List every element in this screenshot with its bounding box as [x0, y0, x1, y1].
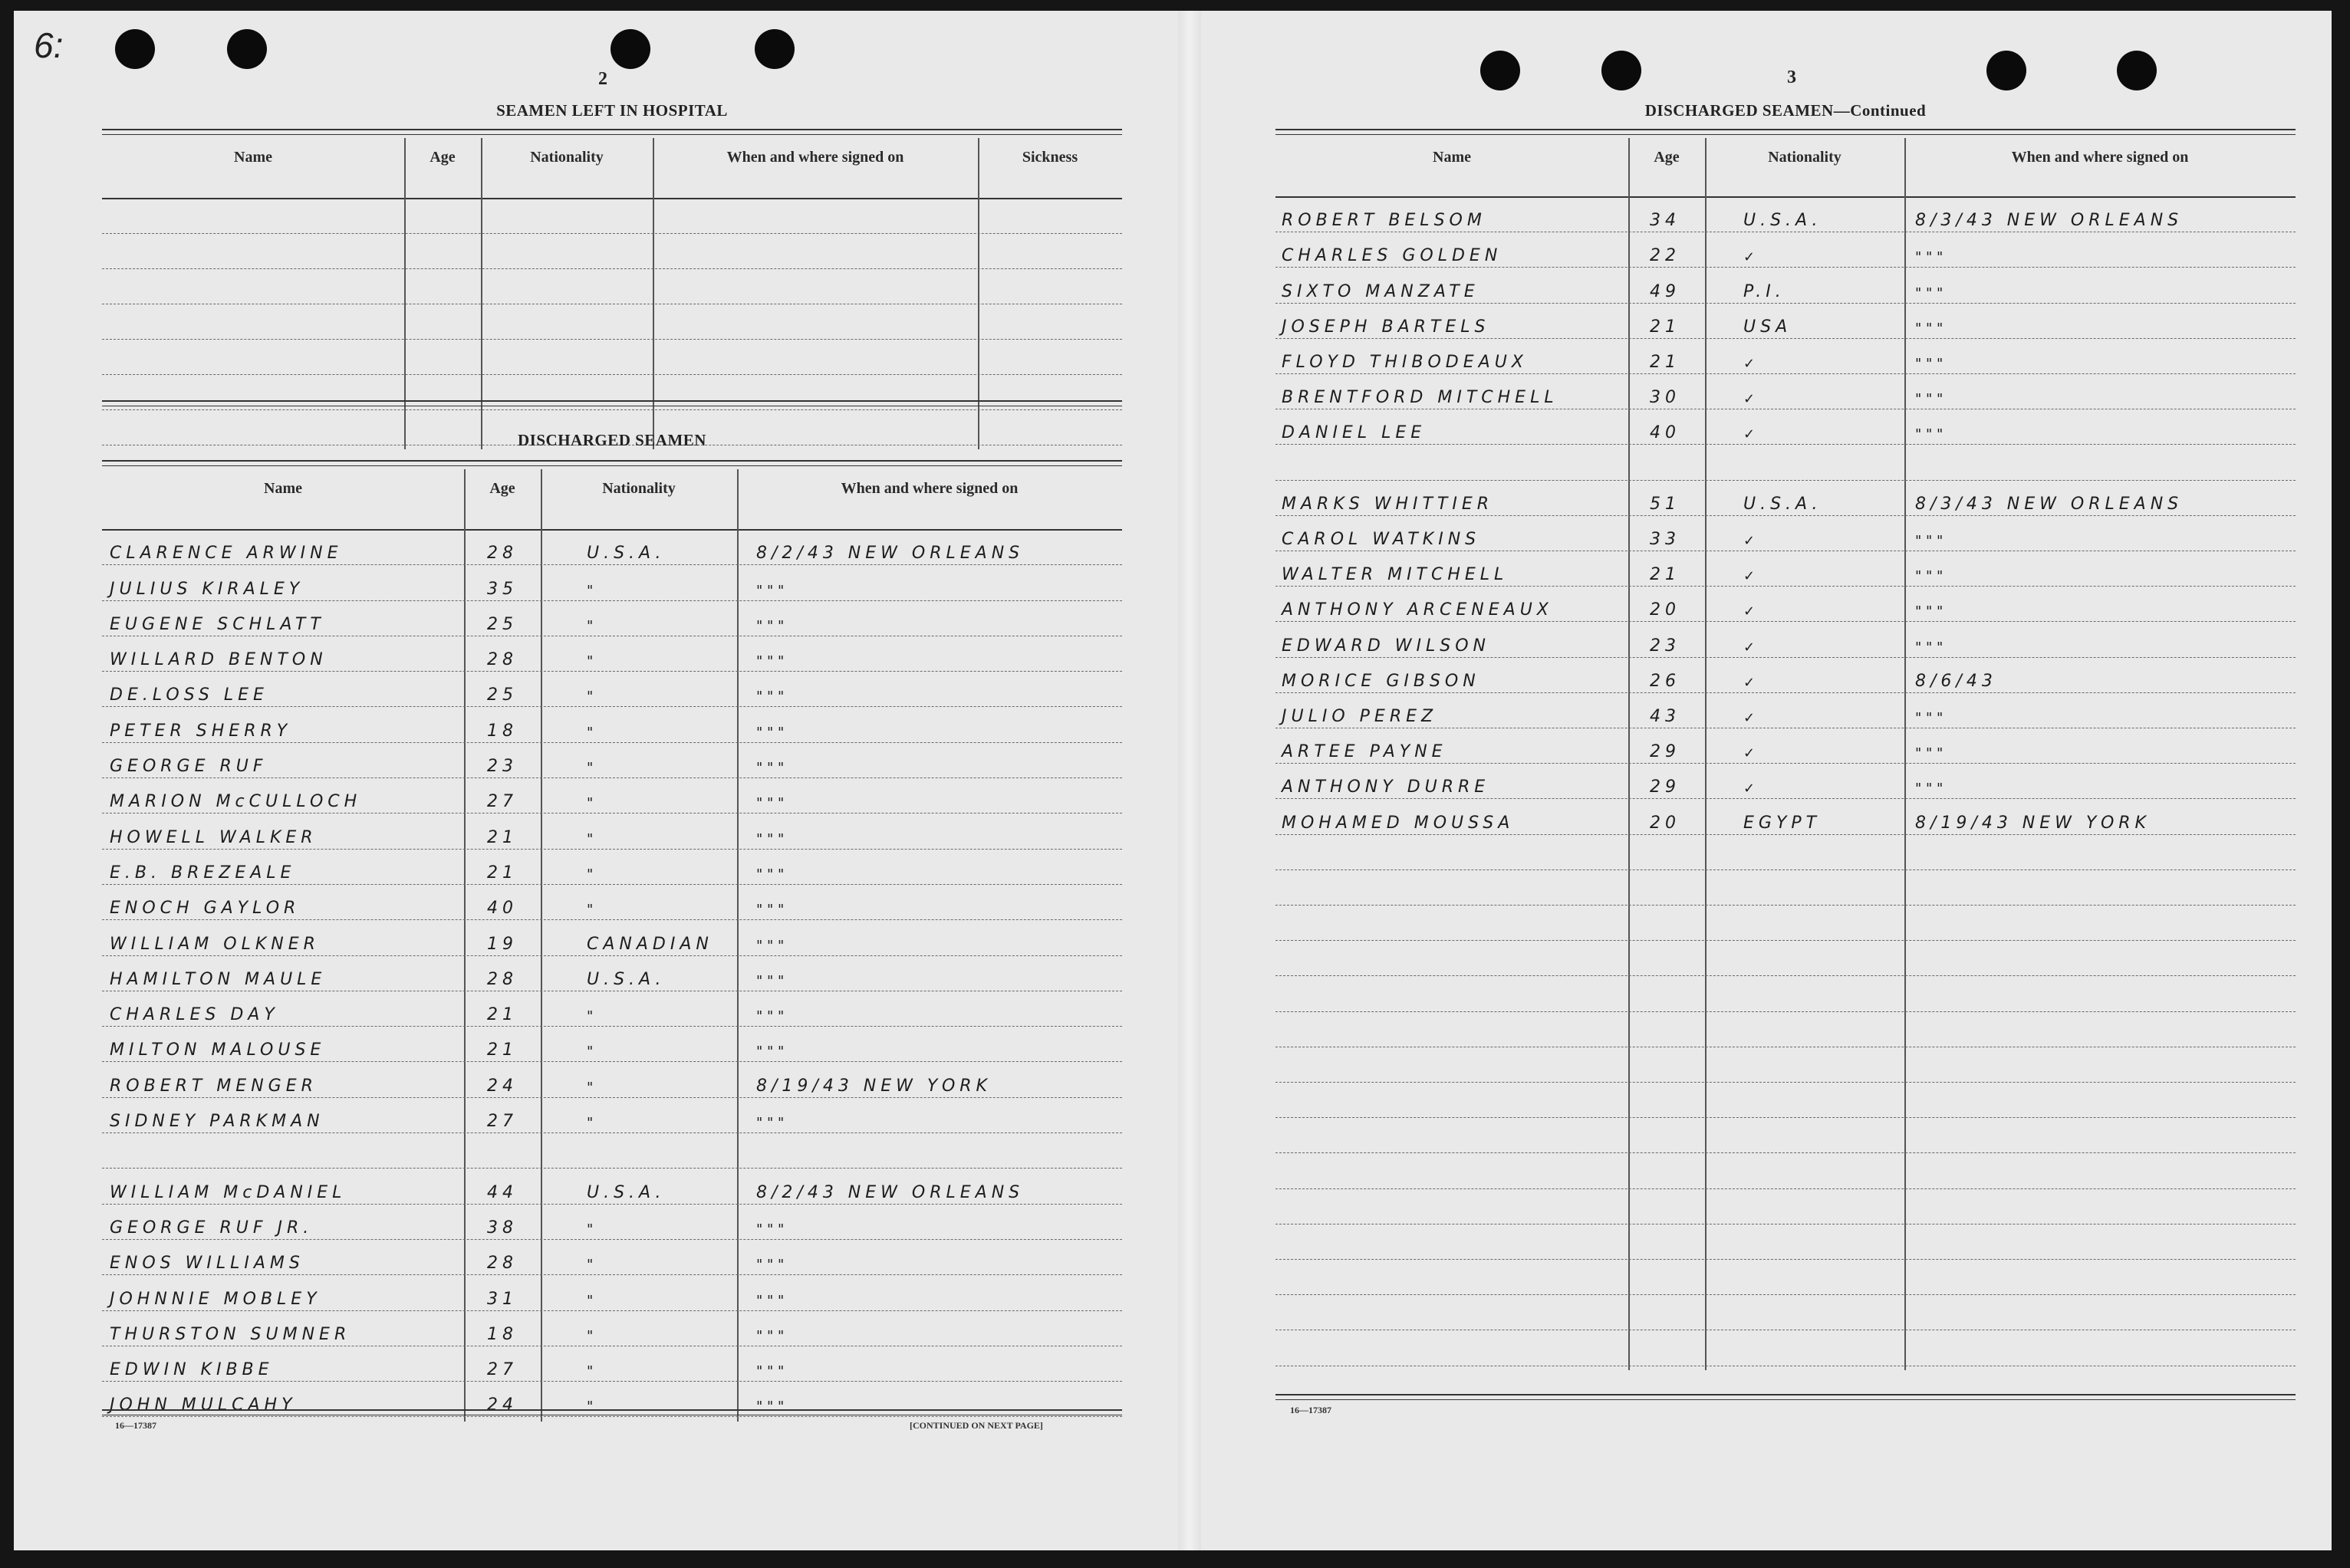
signed-on: " " " [1915, 426, 1944, 443]
table-row [1275, 1188, 2296, 1224]
seaman-age: 24 [487, 1076, 518, 1096]
column-header: Age [430, 149, 456, 166]
discharged-continued-title: DISCHARGED SEAMEN—Continued [1644, 101, 1927, 120]
signed-on: " " " [1915, 639, 1944, 656]
table-row [102, 849, 1122, 885]
seaman-name: MARION McCULLOCH [110, 792, 362, 812]
seaman-age: 22 [1650, 246, 1680, 266]
column-header: When and where signed on [841, 480, 1019, 497]
seaman-age: 34 [1650, 211, 1680, 231]
column-header: Sickness [1022, 149, 1078, 166]
seaman-name: E.B. BREZEALE [110, 863, 296, 883]
seaman-nationality: ✓ [1743, 355, 1756, 372]
table-row [1275, 373, 2296, 409]
seaman-nationality: " [587, 1292, 594, 1309]
seaman-name: WILLARD BENTON [110, 650, 327, 670]
column-header: Name [234, 149, 272, 166]
seaman-age: 40 [1650, 423, 1680, 443]
table-row [102, 268, 1122, 304]
column-header: Name [264, 480, 302, 497]
signed-on: " " " [756, 1044, 785, 1060]
signed-on: " " " [756, 760, 785, 777]
seaman-name: MOHAMED MOUSSA [1282, 813, 1515, 833]
seaman-nationality: " [587, 582, 594, 599]
double-rule [1275, 1394, 2296, 1400]
seaman-name: MILTON MALOUSE [110, 1040, 326, 1060]
seaman-name: DE.LOSS LEE [110, 685, 268, 705]
signed-on: " " " [1915, 568, 1944, 585]
signed-on: 8/19/43 NEW YORK [756, 1076, 992, 1096]
hospital-table [102, 138, 1122, 409]
seaman-nationality: " [587, 1399, 594, 1415]
table-row [102, 1310, 1122, 1346]
table-row [102, 1346, 1122, 1382]
seaman-nationality: USA [1743, 317, 1792, 337]
table-row [102, 1204, 1122, 1240]
seaman-name: WILLIAM McDANIEL [110, 1182, 347, 1202]
seaman-name: WALTER MITCHELL [1282, 565, 1509, 585]
seaman-nationality: ✓ [1743, 745, 1756, 762]
double-rule [1275, 129, 2296, 135]
seaman-nationality: " [587, 902, 594, 919]
table-row [102, 529, 1122, 565]
seaman-nationality: " [587, 617, 594, 634]
double-rule [102, 460, 1122, 466]
signed-on: " " " [756, 1221, 785, 1238]
table-row [102, 1026, 1122, 1062]
page-number: 3 [1787, 67, 1796, 87]
signed-on: " " " [1915, 781, 1944, 797]
seaman-nationality: " [587, 1079, 594, 1096]
seaman-name: EDWARD WILSON [1282, 636, 1491, 656]
signed-on: " " " [1915, 709, 1944, 726]
table-row [1275, 1152, 2296, 1188]
seaman-name: CHARLES DAY [110, 1005, 279, 1025]
signed-on: " " " [756, 795, 785, 812]
table-row [1275, 1011, 2296, 1047]
seaman-age: 19 [487, 934, 518, 954]
corner-mark: 6: [34, 25, 64, 65]
seaman-age: 25 [487, 685, 518, 705]
seaman-age: 29 [1650, 777, 1680, 797]
table-header [102, 469, 1122, 531]
seaman-nationality: " [587, 1044, 594, 1060]
table-header [1275, 138, 2296, 198]
seaman-name: JOHN MULCAHY [110, 1395, 297, 1415]
seaman-name: MARKS WHITTIER [1282, 494, 1494, 514]
column-header: Age [489, 480, 515, 497]
table-row [1275, 515, 2296, 551]
seaman-name: THURSTON SUMNER [110, 1324, 351, 1344]
seaman-age: 49 [1650, 281, 1680, 301]
signed-on: " " " [756, 582, 785, 599]
seaman-age: 28 [487, 969, 518, 989]
seaman-nationality: EGYPT [1743, 813, 1822, 833]
seaman-age: 38 [487, 1218, 518, 1238]
signed-on: " " " [756, 1363, 785, 1380]
seaman-nationality: U.S.A. [587, 544, 666, 564]
double-rule [102, 129, 1122, 135]
table-row [1275, 834, 2296, 870]
signed-on: " " " [1915, 745, 1944, 762]
seaman-nationality: " [587, 795, 594, 812]
table-row [102, 233, 1122, 269]
left-page [14, 11, 1178, 1550]
table-row [1275, 1047, 2296, 1083]
table-row [102, 777, 1122, 814]
seaman-age: 35 [487, 579, 518, 599]
table-row [102, 339, 1122, 375]
table-row [1275, 1294, 2296, 1330]
table-row [102, 198, 1122, 234]
table-row [102, 813, 1122, 849]
table-row [102, 636, 1122, 672]
signed-on: " " " [756, 866, 785, 883]
scanned-document [14, 11, 2332, 1550]
table-row [1275, 232, 2296, 268]
seaman-name: EDWIN KIBBE [110, 1360, 274, 1380]
signed-on: " " " [756, 653, 785, 670]
seaman-nationality: U.S.A. [587, 1182, 666, 1202]
discharged-seamen-table [102, 469, 1122, 1420]
discharged-section-title: DISCHARGED SEAMEN [518, 431, 706, 449]
seaman-nationality: " [587, 1257, 594, 1274]
seaman-age: 23 [487, 757, 518, 777]
column-header: Nationality [530, 149, 604, 166]
signed-on: 8/2/43 NEW ORLEANS [756, 544, 1025, 564]
table-row [1275, 267, 2296, 303]
seaman-age: 18 [487, 721, 518, 741]
seaman-nationality: " [587, 1327, 594, 1344]
table-row [1275, 338, 2296, 374]
seaman-name: JULIUS KIRALEY [110, 579, 304, 599]
discharged-seamen-continued-table [1275, 138, 2296, 1395]
table-row [1275, 1330, 2296, 1366]
seaman-nationality: P.I. [1743, 281, 1786, 301]
column-header: Name [1433, 149, 1471, 166]
seaman-nationality: " [587, 1008, 594, 1025]
table-row [1275, 657, 2296, 693]
seaman-name: PETER SHERRY [110, 721, 292, 741]
table-row [102, 707, 1122, 743]
table-row [1275, 728, 2296, 764]
seaman-nationality: " [587, 724, 594, 741]
table-row [1275, 409, 2296, 445]
seaman-age: 20 [1650, 813, 1680, 833]
seaman-name: MORICE GIBSON [1282, 671, 1480, 691]
seaman-name: ARTEE PAYNE [1282, 742, 1447, 762]
table-row [1275, 1082, 2296, 1118]
signed-on: 8/3/43 NEW ORLEANS [1915, 494, 2184, 514]
seaman-age: 30 [1650, 388, 1680, 408]
signed-on: " " " [756, 724, 785, 741]
column-header: Nationality [1768, 149, 1841, 166]
seaman-name: ROBERT MENGER [110, 1076, 318, 1096]
seaman-age: 27 [487, 792, 518, 812]
seaman-age: 21 [487, 1040, 518, 1060]
table-row [102, 1168, 1122, 1204]
table-row [102, 1239, 1122, 1275]
table-row [1275, 940, 2296, 976]
continued-note: [CONTINUED ON NEXT PAGE] [910, 1420, 1043, 1431]
seaman-name: ANTHONY DURRE [1282, 777, 1490, 797]
signed-on: 8/3/43 NEW ORLEANS [1915, 211, 2184, 231]
seaman-age: 18 [487, 1324, 518, 1344]
seaman-nationality: U.S.A. [1743, 494, 1822, 514]
table-row [102, 671, 1122, 707]
seaman-age: 33 [1650, 529, 1680, 549]
signed-on: " " " [756, 830, 785, 847]
seaman-name: GEORGE RUF JR. [110, 1218, 314, 1238]
column-header: When and where signed on [2011, 149, 2189, 166]
table-row [1275, 1117, 2296, 1153]
form-number: 16—17387 [1290, 1405, 1331, 1415]
seaman-nationality: ✓ [1743, 249, 1756, 266]
double-rule [102, 400, 1122, 406]
seaman-age: 24 [487, 1395, 518, 1415]
seaman-nationality: ✓ [1743, 781, 1756, 797]
seaman-name: SIDNEY PARKMAN [110, 1112, 324, 1132]
table-row [1275, 869, 2296, 906]
signed-on: " " " [1915, 391, 1944, 408]
signed-on: " " " [756, 1115, 785, 1132]
table-row [1275, 303, 2296, 339]
seaman-age: 21 [487, 863, 518, 883]
seaman-age: 28 [487, 544, 518, 564]
table-row [1275, 586, 2296, 622]
signed-on: " " " [1915, 249, 1944, 266]
table-row [1275, 763, 2296, 799]
table-row [1275, 905, 2296, 941]
seaman-name: EUGENE SCHLATT [110, 614, 325, 634]
page-number: 2 [598, 69, 607, 89]
seaman-age: 40 [487, 899, 518, 919]
signed-on: " " " [756, 689, 785, 705]
table-row [1275, 196, 2296, 232]
seaman-age: 21 [487, 1005, 518, 1025]
seaman-age: 20 [1650, 600, 1680, 620]
signed-on: " " " [756, 1257, 785, 1274]
table-row [102, 1274, 1122, 1310]
signed-on: " " " [756, 937, 785, 954]
seaman-name: GEORGE RUF [110, 757, 268, 777]
table-row [102, 991, 1122, 1027]
seaman-name: HOWELL WALKER [110, 827, 318, 847]
seaman-name: CLARENCE ARWINE [110, 544, 343, 564]
form-number: 16—17387 [115, 1420, 156, 1431]
column-header: Nationality [602, 480, 676, 497]
seaman-name: HAMILTON MAULE [110, 969, 327, 989]
seaman-name: WILLIAM OLKNER [110, 934, 320, 954]
signed-on: 8/19/43 NEW YORK [1915, 813, 2151, 833]
seaman-nationality: ✓ [1743, 603, 1756, 620]
seaman-age: 25 [487, 614, 518, 634]
seaman-nationality: " [587, 830, 594, 847]
hospital-section-title: SEAMEN LEFT IN HOSPITAL [496, 101, 728, 120]
table-row [1275, 798, 2296, 834]
seaman-nationality: ✓ [1743, 568, 1756, 585]
signed-on: " " " [1915, 320, 1944, 337]
table-row [1275, 621, 2296, 657]
signed-on: " " " [756, 1399, 785, 1415]
column-header: Age [1654, 149, 1680, 166]
seaman-nationality: " [587, 1363, 594, 1380]
seaman-age: 27 [487, 1112, 518, 1132]
seaman-age: 43 [1650, 706, 1680, 726]
table-row [1275, 1224, 2296, 1260]
seaman-name: FLOYD THIBODEAUX [1282, 352, 1528, 372]
signed-on: " " " [756, 1292, 785, 1309]
table-row [102, 919, 1122, 955]
signed-on: " " " [1915, 603, 1944, 620]
seaman-nationality: " [587, 866, 594, 883]
seaman-nationality: ✓ [1743, 532, 1756, 549]
seaman-age: 31 [487, 1289, 518, 1309]
seaman-age: 27 [487, 1360, 518, 1380]
signed-on: " " " [756, 1327, 785, 1344]
signed-on: 8/2/43 NEW ORLEANS [756, 1182, 1025, 1202]
seaman-age: 51 [1650, 494, 1680, 514]
seaman-name: JOSEPH BARTELS [1282, 317, 1490, 337]
seaman-name: SIXTO MANZATE [1282, 281, 1479, 301]
seaman-name: BRENTFORD MITCHELL [1282, 388, 1558, 408]
table-row [102, 600, 1122, 636]
signed-on: " " " [1915, 532, 1944, 549]
table-row [102, 1062, 1122, 1098]
seaman-age: 28 [487, 1254, 518, 1274]
seaman-nationality: " [587, 689, 594, 705]
signed-on: " " " [756, 902, 785, 919]
seaman-nationality: ✓ [1743, 426, 1756, 443]
seaman-nationality: U.S.A. [587, 969, 666, 989]
right-page [1201, 11, 2332, 1550]
table-row [1275, 692, 2296, 728]
table-row [102, 304, 1122, 340]
seaman-name: ANTHONY ARCENEAUX [1282, 600, 1553, 620]
signed-on: " " " [756, 617, 785, 634]
column-header: When and where signed on [726, 149, 904, 166]
table-row [102, 742, 1122, 778]
seaman-age: 29 [1650, 742, 1680, 762]
seaman-nationality: ✓ [1743, 709, 1756, 726]
signed-on: 8/6/43 [1915, 671, 1997, 691]
table-row [102, 1097, 1122, 1133]
seaman-age: 23 [1650, 636, 1680, 656]
seaman-age: 44 [487, 1182, 518, 1202]
seaman-name: ENOCH GAYLOR [110, 899, 301, 919]
seaman-nationality: " [587, 1221, 594, 1238]
seaman-nationality: CANADIAN [587, 934, 713, 954]
seaman-name: CAROL WATKINS [1282, 529, 1481, 549]
seaman-nationality: ✓ [1743, 639, 1756, 656]
seaman-nationality: U.S.A. [1743, 211, 1822, 231]
seaman-nationality: " [587, 760, 594, 777]
table-row [102, 1132, 1122, 1169]
seaman-age: 28 [487, 650, 518, 670]
table-row [1275, 975, 2296, 1011]
double-rule [102, 1409, 1122, 1415]
seaman-nationality: ✓ [1743, 391, 1756, 408]
signed-on: " " " [1915, 284, 1944, 301]
signed-on: " " " [1915, 355, 1944, 372]
seaman-name: ENOS WILLIAMS [110, 1254, 304, 1274]
table-row [102, 564, 1122, 600]
seaman-name: JOHNNIE MOBLEY [110, 1289, 321, 1309]
seaman-age: 21 [1650, 352, 1680, 372]
table-row [1275, 551, 2296, 587]
table-row [102, 955, 1122, 991]
table-row [102, 884, 1122, 920]
seaman-nationality: " [587, 653, 594, 670]
page-fold [1178, 11, 1201, 1550]
seaman-name: CHARLES GOLDEN [1282, 246, 1502, 266]
seaman-name: DANIEL LEE [1282, 423, 1427, 443]
seaman-nationality: ✓ [1743, 674, 1756, 691]
seaman-name: JULIO PEREZ [1282, 706, 1438, 726]
seaman-age: 21 [1650, 317, 1680, 337]
signed-on: " " " [756, 1008, 785, 1025]
table-row [1275, 444, 2296, 480]
seaman-age: 26 [1650, 671, 1680, 691]
seaman-nationality: " [587, 1115, 594, 1132]
seaman-age: 21 [1650, 565, 1680, 585]
signed-on: " " " [756, 972, 785, 989]
table-row [1275, 480, 2296, 516]
table-row [1275, 1259, 2296, 1295]
seaman-name: ROBERT BELSOM [1282, 211, 1486, 231]
table-header [102, 138, 1122, 199]
seaman-age: 21 [487, 827, 518, 847]
